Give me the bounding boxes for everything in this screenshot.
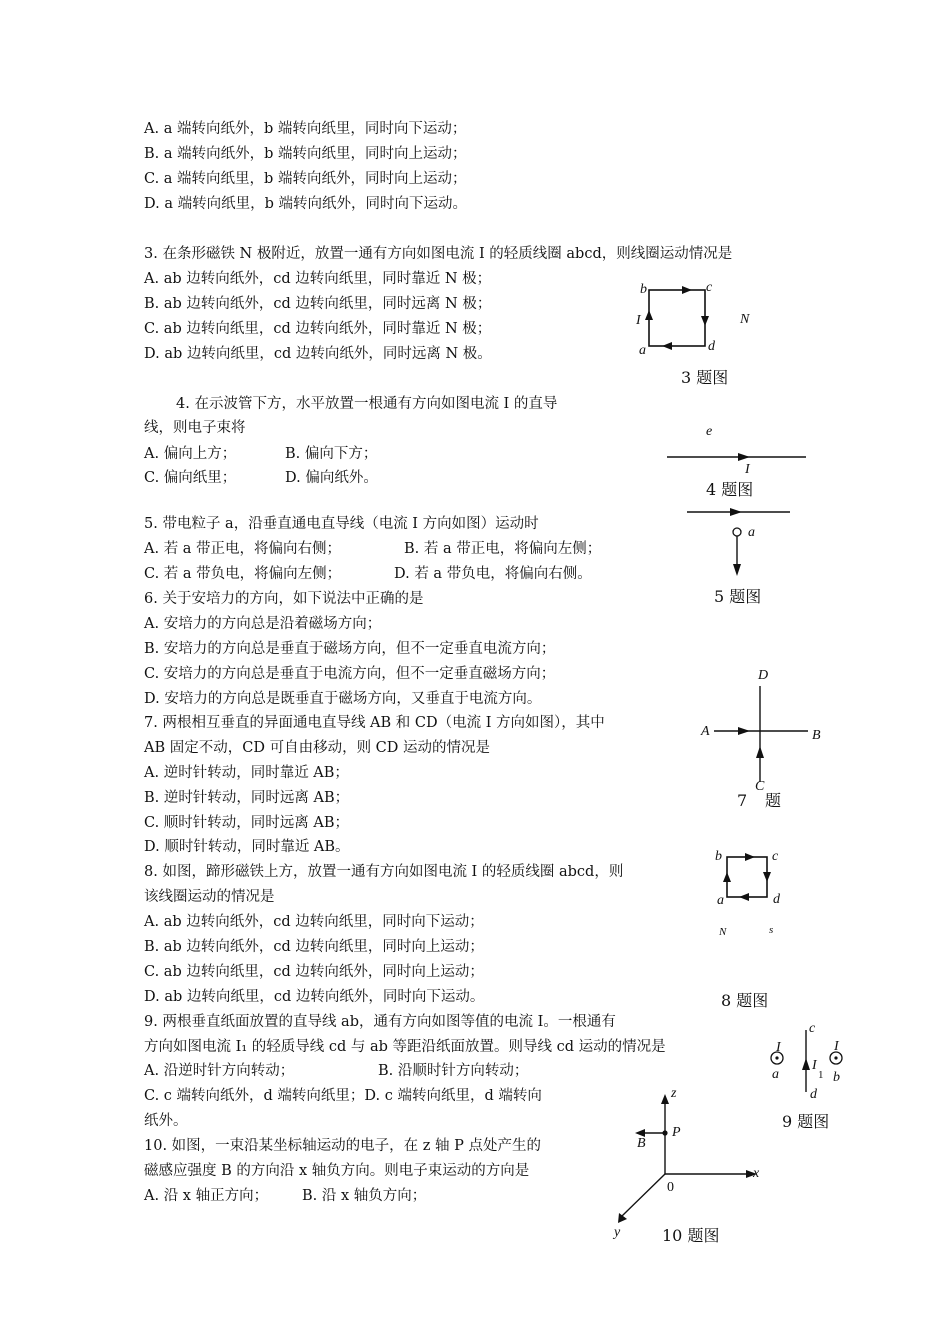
q9-label-i-left: I	[776, 1040, 781, 1055]
q4-option-b: B. 偏向下方；	[285, 446, 378, 462]
q9-stem-line1: 9. 两根垂直纸面放置的直导线 ab，通有方向如图等值的电流 I。一根通有	[144, 1014, 616, 1030]
q9-stem-line2: 方向如图电流 I₁ 的轻质导线 cd 与 ab 等距沿纸面放置。则导线 cd 运动的情况是	[144, 1039, 666, 1055]
q9-wires-figure	[764, 1026, 848, 1100]
q10-label-b: B	[637, 1136, 646, 1151]
q3-label-i: I	[636, 313, 641, 328]
q3-label-b: b	[640, 282, 647, 297]
q9-label-i1: I	[812, 1058, 817, 1073]
q4-stem-line1: 4. 在示波管下方，水平放置一根通有方向如图电流 I 的直导	[176, 396, 558, 412]
q9-option-a: A. 沿逆时针方向转动；	[144, 1063, 295, 1079]
q10-label-y: y	[614, 1225, 621, 1240]
q9-label-a: a	[772, 1067, 779, 1082]
q5-option-b: B. 若 a 带正电，将偏向左侧；	[404, 541, 602, 557]
q2-option-b: B. a 端转向纸外，b 端转向纸里，同时向上运动；	[144, 146, 467, 162]
q2-option-c: C. a 端转向纸里，b 端转向纸外，同时向上运动；	[144, 171, 467, 187]
q8-coil-figure	[719, 852, 775, 902]
q3-label-c: c	[706, 280, 713, 295]
q8-label-c: c	[772, 849, 779, 864]
q9-option-cd-cont: 纸外。	[144, 1113, 188, 1129]
q4-wire-figure	[666, 452, 808, 462]
q8-option-d: D. ab 边转向纸里，cd 边转向纸外，同时向下运动。	[144, 989, 485, 1005]
q9-caption: 9 题图	[782, 1112, 830, 1131]
q6-stem: 6. 关于安培力的方向，如下说法中正确的是	[144, 591, 424, 607]
q7-crossed-wires-figure	[712, 684, 812, 784]
q9-label-c: c	[809, 1021, 816, 1036]
q7-caption-number: 7	[737, 791, 748, 810]
q7-option-b: B. 逆时针转动，同时远离 AB；	[144, 790, 350, 806]
q5-figure	[686, 506, 796, 578]
q8-caption: 8 题图	[721, 991, 769, 1010]
q10-label-z: z	[671, 1086, 677, 1101]
q8-label-n-pole: N	[719, 926, 727, 938]
q5-caption: 5 题图	[714, 587, 762, 606]
q7-caption-word: 题	[765, 791, 782, 810]
q9-label-i-right: I	[834, 1039, 839, 1054]
q8-option-a: A. ab 边转向纸外，cd 边转向纸里，同时向下运动；	[144, 914, 484, 930]
q9-option-cd: C. c 端转向纸外，d 端转向纸里；D. c 端转向纸里，d 端转向	[144, 1088, 542, 1104]
q10-label-origin: 0	[667, 1180, 674, 1195]
q8-stem-line2: 该线圈运动的情况是	[144, 889, 275, 905]
q9-label-i1-subscript: 1	[818, 1069, 824, 1081]
q4-option-d: D. 偏向纸外。	[285, 470, 378, 486]
q10-stem-line1: 10. 如图，一束沿某坐标轴运动的电子，在 z 轴 P 点处产生的	[144, 1138, 541, 1154]
q8-label-b: b	[715, 849, 722, 864]
q5-option-c: C. 若 a 带负电，将偏向左侧；	[144, 566, 342, 582]
q6-option-c: C. 安培力的方向总是垂直于电流方向，但不一定垂直磁场方向；	[144, 666, 556, 682]
q7-option-d: D. 顺时针转动，同时靠近 AB。	[144, 839, 350, 855]
q6-option-b: B. 安培力的方向总是垂直于磁场方向，但不一定垂直电流方向；	[144, 641, 556, 657]
q9-label-d: d	[810, 1087, 817, 1102]
q8-option-b: B. ab 边转向纸外，cd 边转向纸里，同时向上运动；	[144, 939, 484, 955]
q8-label-s-pole: s	[769, 924, 774, 936]
q3-label-d: d	[708, 339, 715, 354]
q7-label-a: A	[701, 724, 710, 739]
q4-label-e: e	[706, 424, 713, 439]
q10-axes-figure	[610, 1090, 770, 1230]
q4-stem-line2: 线，则电子束将	[144, 420, 246, 436]
q9-option-b: B. 沿顺时针方向转动；	[378, 1063, 529, 1079]
q6-option-a: A. 安培力的方向总是沿着磁场方向；	[144, 616, 382, 632]
q5-label-a: a	[748, 525, 755, 540]
q2-option-a: A. a 端转向纸外，b 端转向纸里，同时向下运动；	[144, 121, 467, 137]
q5-option-a: A. 若 a 带正电，将偏向右侧；	[144, 541, 342, 557]
q10-stem-line2: 磁感应强度 B 的方向沿 x 轴负方向。则电子束运动的方向是	[144, 1163, 530, 1179]
q3-option-c: C. ab 边转向纸里，cd 边转向纸外，同时靠近 N 极；	[144, 321, 492, 337]
q7-option-c: C. 顺时针转动，同时远离 AB；	[144, 815, 350, 831]
q7-stem-line1: 7. 两根相互垂直的异面通电直导线 AB 和 CD（电流 I 方向如图），其中	[144, 715, 605, 731]
q4-label-i: I	[745, 462, 750, 477]
q4-caption: 4 题图	[706, 480, 754, 499]
q8-label-d: d	[773, 892, 780, 907]
q3-label-a: a	[639, 343, 646, 358]
q5-option-d: D. 若 a 带负电，将偏向右侧。	[394, 566, 592, 582]
q10-label-p: P	[672, 1125, 681, 1140]
q7-label-b: B	[812, 728, 821, 743]
q7-label-d: D	[758, 668, 769, 683]
q8-label-a: a	[717, 893, 724, 908]
q4-option-a: A. 偏向上方；	[144, 446, 237, 462]
q5-stem: 5. 带电粒子 a，沿垂直通电直导线（电流 I 方向如图）运动时	[144, 516, 539, 532]
q3-option-a: A. ab 边转向纸外，cd 边转向纸里，同时靠近 N 极；	[144, 271, 492, 287]
q10-option-b: B. 沿 x 轴负方向；	[302, 1188, 427, 1204]
q10-caption: 10 题图	[662, 1226, 720, 1245]
q7-option-a: A. 逆时针转动，同时靠近 AB；	[144, 765, 349, 781]
q6-option-d: D. 安培力的方向总是既垂直于磁场方向，又垂直于电流方向。	[144, 691, 542, 707]
q8-option-c: C. ab 边转向纸里，cd 边转向纸外，同时向上运动；	[144, 964, 484, 980]
q2-option-d: D. a 端转向纸里，b 端转向纸外，同时向下运动。	[144, 196, 467, 212]
q3-label-n: N	[740, 312, 750, 327]
q3-option-b: B. ab 边转向纸外，cd 边转向纸里，同时远离 N 极；	[144, 296, 492, 312]
q3-option-d: D. ab 边转向纸里，cd 边转向纸外，同时远离 N 极。	[144, 346, 492, 362]
q4-option-c: C. 偏向纸里；	[144, 470, 237, 486]
q10-option-a: A. 沿 x 轴正方向；	[144, 1188, 269, 1204]
q10-label-x: x	[753, 1166, 760, 1181]
q8-stem-line1: 8. 如图，蹄形磁铁上方，放置一通有方向如图电流 I 的轻质线圈 abcd，则	[144, 864, 624, 880]
q3-caption: 3 题图	[681, 368, 729, 387]
q7-label-c: C	[755, 779, 765, 794]
q9-label-b: b	[833, 1070, 840, 1085]
q3-stem: 3. 在条形磁铁 N 极附近，放置一通有方向如图电流 I 的轻质线圈 abcd，则线圈运动情况是	[144, 246, 733, 262]
q7-stem-line2: AB 固定不动，CD 可自由移动，则 CD 运动的情况是	[144, 740, 491, 756]
